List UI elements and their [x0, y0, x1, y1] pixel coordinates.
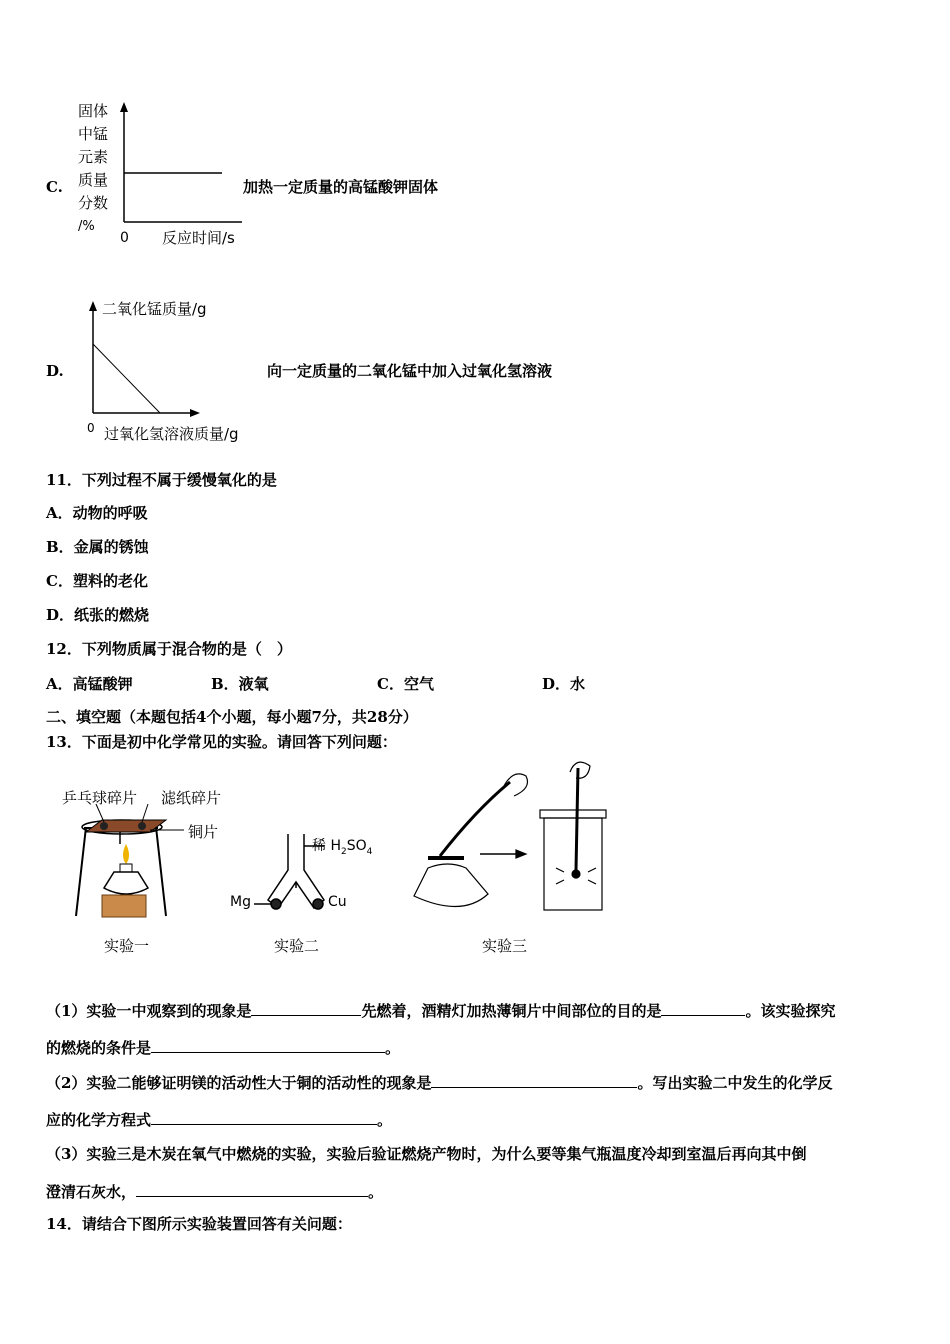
q13-part1-line1 — [46, 1001, 835, 1020]
q12-stem: 12．下列物质属于混合物的是（ ） — [46, 640, 292, 658]
exp2-acid-sub: 2 — [340, 846, 347, 857]
chart-c-ylabel-line: 中锰 — [78, 125, 109, 143]
chart-c-ylabel-line: /% — [78, 219, 95, 234]
q11-option-c: C．塑料的老化 — [46, 572, 148, 590]
chart-c-ylabel-line: 元素 — [78, 148, 109, 166]
q13-p3-c: 。 — [368, 1183, 384, 1201]
exp3-apparatus — [414, 762, 606, 910]
exp2-acid-label — [312, 838, 372, 860]
q12-option-c: C．空气 — [377, 675, 434, 693]
q13-part3-line2 — [46, 1182, 383, 1201]
exp2-acid-mid: SO — [346, 838, 367, 854]
chart-d-y-arrow — [89, 301, 97, 311]
q12-option-a: A．高锰酸钾 — [46, 675, 133, 693]
q13-p2-blank-1[interactable] — [431, 1073, 637, 1088]
q12-option-d: D．水 — [542, 675, 586, 693]
q11-stem: 11．下列过程不属于缓慢氧化的是 — [46, 471, 277, 489]
exp3-caption: 实验三 — [482, 937, 528, 955]
q11-option-a: A．动物的呼吸 — [46, 504, 148, 522]
flame — [123, 844, 129, 864]
q13-p1-a: （1）实验一中观察到的现象是 — [46, 1002, 252, 1020]
q13-p1-e: 。 — [385, 1039, 401, 1057]
chart-d-origin: 0 — [87, 421, 95, 435]
option-d-description: 向一定质量的二氧化锰中加入过氧化氢溶液 — [267, 362, 553, 380]
q13-p1-c: 。该实验探究 — [745, 1002, 836, 1020]
q13-p1-blank-1[interactable] — [251, 1001, 361, 1016]
q13-part2-line1 — [46, 1073, 832, 1092]
chart-d-series-line — [93, 344, 160, 413]
chart-c-ylabel-line: 分数 — [78, 194, 109, 212]
chart-d-ylabel: 二氧化锰质量/g — [102, 300, 207, 318]
q13-p2-c: 应的化学方程式 — [46, 1111, 152, 1129]
exp2-acid-prefix: 稀 H — [312, 838, 341, 854]
exp1-label-ping: 乒乓球碎片 — [62, 789, 138, 807]
option-c-description: 加热一定质量的高锰酸钾固体 — [243, 178, 439, 196]
exp1-caption: 实验一 — [104, 937, 150, 955]
q13-p3-blank[interactable] — [136, 1182, 368, 1197]
q13-part1-line2 — [46, 1038, 400, 1057]
chart-c-y-arrow — [120, 102, 128, 112]
q11-option-d: D．纸张的燃烧 — [46, 606, 150, 624]
q13-part3-line1: （3）实验三是木炭在氧气中燃烧的实验，实验后验证燃烧产物时，为什么要等集气瓶温度冷却到室温后再向其中倒 — [46, 1145, 807, 1163]
exp1-apparatus — [76, 804, 184, 917]
q13-p1-d: 的燃烧的条件是 — [46, 1039, 152, 1057]
q13-p2-blank-2[interactable] — [151, 1110, 377, 1125]
q13-p2-d: 。 — [377, 1111, 393, 1129]
q13-p1-blank-2[interactable] — [661, 1001, 745, 1016]
option-c-letter: C. — [46, 178, 63, 196]
exp2-left-metal: Mg — [230, 894, 251, 910]
exp2-right-metal: Cu — [328, 894, 347, 910]
wood-block — [102, 895, 146, 917]
exp2-caption: 实验二 — [274, 937, 320, 955]
chart-d — [80, 296, 280, 452]
q13-figure — [56, 760, 616, 970]
option-d-letter: D. — [46, 362, 64, 380]
exp1-label-filter: 滤纸碎片 — [161, 789, 222, 807]
ping-pong-fragment — [100, 822, 108, 830]
chart-c-origin: 0 — [120, 230, 129, 246]
chart-c-ylabel-line: 固体 — [78, 102, 109, 120]
alcohol-lamp — [104, 872, 148, 894]
q13-p2-a: （2）实验二能够证明镁的活动性大于铜的活动性的现象是 — [46, 1074, 432, 1092]
q13-p1-blank-3[interactable] — [151, 1038, 385, 1053]
chart-c-svg — [72, 98, 252, 248]
chart-c-ylabel-line: 质量 — [78, 171, 109, 189]
exp1-label-copper: 铜片 — [188, 823, 219, 841]
q11-option-b: B．金属的锈蚀 — [46, 538, 149, 556]
section-2-heading: 二、填空题（本题包括4个小题，每小题7分，共28分） — [46, 708, 418, 726]
chart-c — [72, 98, 252, 248]
q13-part2-line2 — [46, 1110, 392, 1129]
q13-p2-b: 。写出实验二中发生的化学反 — [637, 1074, 833, 1092]
q13-stem: 13．下面是初中化学常见的实验。请回答下列问题： — [46, 733, 397, 751]
q13-p3-b: 澄清石灰水， — [46, 1183, 137, 1201]
chart-c-xlabel: 反应时间/s — [162, 229, 235, 247]
q13-p1-b: 先燃着，酒精灯加热薄铜片中间部位的目的是 — [361, 1002, 662, 1020]
filter-paper-fragment — [138, 822, 146, 830]
q12-option-b: B．液氧 — [211, 675, 269, 693]
chart-d-x-arrow — [190, 409, 200, 417]
exp2-acid-sub2: 4 — [366, 846, 373, 857]
chart-d-xlabel: 过氧化氢溶液质量/g — [104, 425, 239, 443]
q14-stem: 14．请结合下图所示实验装置回答有关问题： — [46, 1215, 352, 1233]
